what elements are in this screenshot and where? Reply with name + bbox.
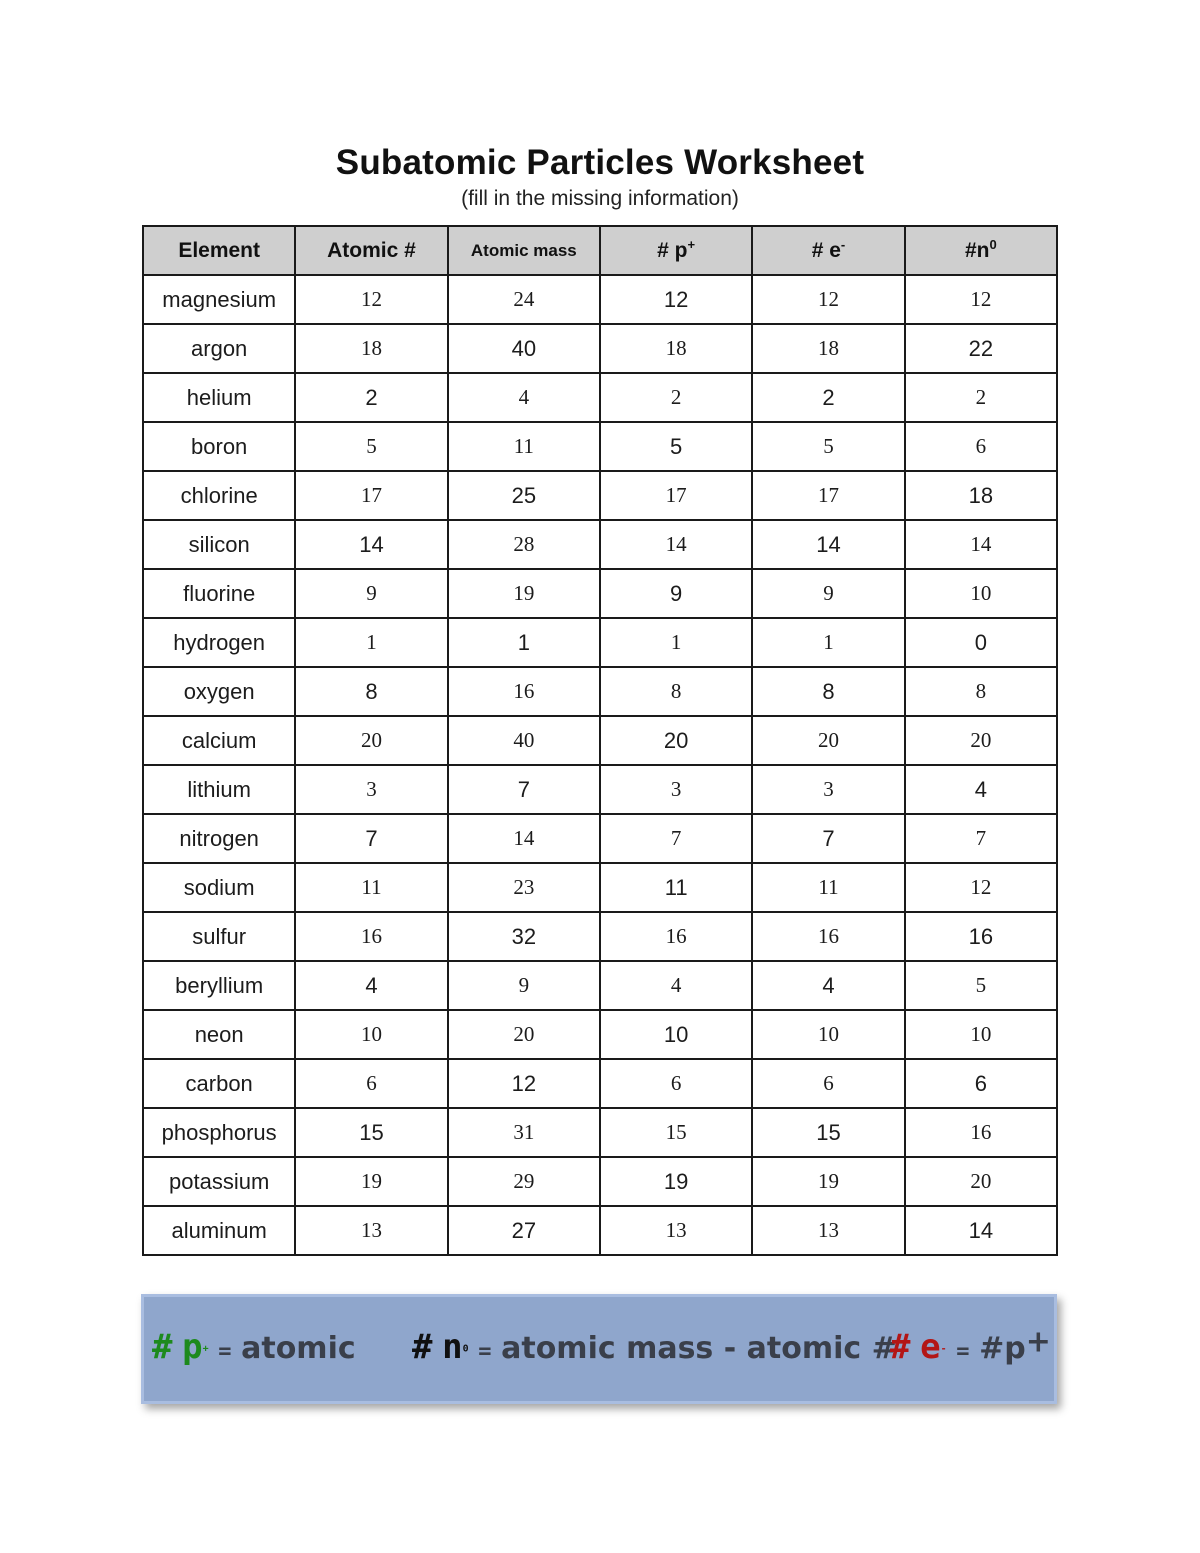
- cell-electrons: 4: [752, 961, 904, 1010]
- table-row: [143, 618, 1057, 667]
- cell-protons: 9: [600, 569, 752, 618]
- cell-atomic-mass: 23: [448, 863, 600, 912]
- cell-electrons: 1: [752, 618, 904, 667]
- page-subtitle: (fill in the missing information): [461, 187, 739, 210]
- cell-element: fluorine: [143, 569, 295, 618]
- cell-protons: 18: [600, 324, 752, 373]
- cell-atomic-number: 8: [295, 667, 447, 716]
- cell-atomic-mass: 27: [448, 1206, 600, 1255]
- cell-protons: 3: [600, 765, 752, 814]
- cell-atomic-number: 19: [295, 1157, 447, 1206]
- cell-neutrons: 5: [905, 961, 1057, 1010]
- cell-atomic-number: 4: [295, 961, 447, 1010]
- cell-atomic-mass: 40: [448, 324, 600, 373]
- cell-atomic-mass: 7: [448, 765, 600, 814]
- cell-element: nitrogen: [143, 814, 295, 863]
- cell-neutrons: 10: [905, 1010, 1057, 1059]
- cell-protons: 2: [600, 373, 752, 422]
- cell-atomic-mass: 32: [448, 912, 600, 961]
- cell-element: lithium: [143, 765, 295, 814]
- cell-neutrons: 8: [905, 667, 1057, 716]
- cell-neutrons: 18: [905, 471, 1057, 520]
- cell-element: beryllium: [143, 961, 295, 1010]
- cell-atomic-number: 16: [295, 912, 447, 961]
- cell-electrons: 19: [752, 1157, 904, 1206]
- table-row: [143, 716, 1057, 765]
- cell-electrons: 18: [752, 324, 904, 373]
- table-row: [143, 1108, 1057, 1157]
- cell-atomic-number: 7: [295, 814, 447, 863]
- cell-protons: 6: [600, 1059, 752, 1108]
- cell-electrons: 6: [752, 1059, 904, 1108]
- header-atomic-number: Atomic #: [295, 226, 447, 275]
- cell-neutrons: 14: [905, 520, 1057, 569]
- page-title: Subatomic Particles Worksheet: [335, 143, 865, 182]
- table-row: [143, 863, 1057, 912]
- cell-neutrons: 6: [905, 1059, 1057, 1108]
- cell-atomic-mass: 19: [448, 569, 600, 618]
- table-row: [143, 1157, 1057, 1206]
- cell-protons: 20: [600, 716, 752, 765]
- header-atomic-mass: Atomic mass: [448, 226, 600, 275]
- cell-protons: 7: [600, 814, 752, 863]
- cell-atomic-mass: 31: [448, 1108, 600, 1157]
- table-body: [143, 275, 1057, 1255]
- cell-atomic-number: 12: [295, 275, 447, 324]
- cell-element: neon: [143, 1010, 295, 1059]
- table-row: [143, 814, 1057, 863]
- cell-protons: 5: [600, 422, 752, 471]
- cell-element: silicon: [143, 520, 295, 569]
- cell-electrons: 16: [752, 912, 904, 961]
- cell-electrons: 13: [752, 1206, 904, 1255]
- cell-neutrons: 0: [905, 618, 1057, 667]
- cell-electrons: 12: [752, 275, 904, 324]
- worksheet-table: [142, 225, 1058, 1256]
- cell-atomic-number: 17: [295, 471, 447, 520]
- cell-neutrons: 6: [905, 422, 1057, 471]
- table-row: [143, 275, 1057, 324]
- cell-electrons: 7: [752, 814, 904, 863]
- table-row: [143, 1059, 1057, 1108]
- cell-atomic-number: 14: [295, 520, 447, 569]
- cell-element: helium: [143, 373, 295, 422]
- cell-element: argon: [143, 324, 295, 373]
- cell-atomic-number: 5: [295, 422, 447, 471]
- cell-electrons: 10: [752, 1010, 904, 1059]
- table-row: [143, 520, 1057, 569]
- cell-electrons: 8: [752, 667, 904, 716]
- cell-electrons: 17: [752, 471, 904, 520]
- cell-atomic-mass: 24: [448, 275, 600, 324]
- cell-atomic-mass: 25: [448, 471, 600, 520]
- cell-atomic-mass: 12: [448, 1059, 600, 1108]
- table-row: [143, 422, 1057, 471]
- cell-protons: 15: [600, 1108, 752, 1157]
- cell-protons: 13: [600, 1206, 752, 1255]
- cell-element: aluminum: [143, 1206, 295, 1255]
- cell-atomic-mass: 20: [448, 1010, 600, 1059]
- cell-neutrons: 20: [905, 1157, 1057, 1206]
- cell-protons: 11: [600, 863, 752, 912]
- cell-atomic-number: 2: [295, 373, 447, 422]
- cell-atomic-number: 9: [295, 569, 447, 618]
- legend-electrons: # e- = #p+: [890, 1324, 1051, 1367]
- cell-atomic-number: 6: [295, 1059, 447, 1108]
- cell-neutrons: 22: [905, 324, 1057, 373]
- cell-neutrons: 14: [905, 1206, 1057, 1255]
- cell-atomic-number: 10: [295, 1010, 447, 1059]
- cell-protons: 10: [600, 1010, 752, 1059]
- table-row: [143, 961, 1057, 1010]
- cell-neutrons: 12: [905, 275, 1057, 324]
- table-row: [143, 765, 1057, 814]
- cell-element: sulfur: [143, 912, 295, 961]
- cell-electrons: 2: [752, 373, 904, 422]
- cell-neutrons: 16: [905, 1108, 1057, 1157]
- table-row: [143, 667, 1057, 716]
- cell-electrons: 20: [752, 716, 904, 765]
- formula-legend-box: [141, 1294, 1057, 1404]
- table-row: [143, 1206, 1057, 1255]
- cell-neutrons: 7: [905, 814, 1057, 863]
- cell-element: oxygen: [143, 667, 295, 716]
- table-row: [143, 373, 1057, 422]
- cell-protons: 12: [600, 275, 752, 324]
- header-neutrons: $\#n^0$: [905, 226, 1057, 275]
- cell-neutrons: 10: [905, 569, 1057, 618]
- cell-electrons: 5: [752, 422, 904, 471]
- cell-neutrons: 2: [905, 373, 1057, 422]
- cell-neutrons: 4: [905, 765, 1057, 814]
- cell-atomic-mass: 28: [448, 520, 600, 569]
- cell-element: phosphorus: [143, 1108, 295, 1157]
- cell-atomic-number: 13: [295, 1206, 447, 1255]
- cell-element: potassium: [143, 1157, 295, 1206]
- legend-protons: # p+ = atomic: [152, 1327, 356, 1367]
- cell-protons: 14: [600, 520, 752, 569]
- cell-atomic-mass: 1: [448, 618, 600, 667]
- table-row: [143, 471, 1057, 520]
- header-row: [143, 226, 1057, 275]
- header-electrons: # e-: [752, 226, 904, 275]
- cell-protons: 16: [600, 912, 752, 961]
- table-row: [143, 324, 1057, 373]
- cell-protons: 17: [600, 471, 752, 520]
- cell-neutrons: 12: [905, 863, 1057, 912]
- cell-atomic-number: 18: [295, 324, 447, 373]
- cell-neutrons: 20: [905, 716, 1057, 765]
- legend-neutrons: # $n^0$ = atomic mass - atomic #: [412, 1327, 897, 1367]
- cell-element: sodium: [143, 863, 295, 912]
- cell-atomic-mass: 4: [448, 373, 600, 422]
- cell-element: calcium: [143, 716, 295, 765]
- cell-protons: 1: [600, 618, 752, 667]
- cell-atomic-mass: 29: [448, 1157, 600, 1206]
- cell-atomic-mass: 11: [448, 422, 600, 471]
- cell-atomic-number: 20: [295, 716, 447, 765]
- cell-protons: 8: [600, 667, 752, 716]
- table-row: [143, 912, 1057, 961]
- cell-atomic-number: 11: [295, 863, 447, 912]
- cell-element: chlorine: [143, 471, 295, 520]
- header-element: Element: [143, 226, 295, 275]
- cell-electrons: 15: [752, 1108, 904, 1157]
- table-row: [143, 1010, 1057, 1059]
- cell-element: carbon: [143, 1059, 295, 1108]
- cell-element: hydrogen: [143, 618, 295, 667]
- cell-atomic-mass: 16: [448, 667, 600, 716]
- cell-atomic-mass: 40: [448, 716, 600, 765]
- cell-atomic-number: 3: [295, 765, 447, 814]
- table-row: [143, 569, 1057, 618]
- cell-electrons: 11: [752, 863, 904, 912]
- cell-electrons: 14: [752, 520, 904, 569]
- cell-element: magnesium: [143, 275, 295, 324]
- cell-atomic-mass: 9: [448, 961, 600, 1010]
- cell-electrons: 9: [752, 569, 904, 618]
- cell-atomic-mass: 14: [448, 814, 600, 863]
- header-protons: # p+: [600, 226, 752, 275]
- cell-atomic-number: 1: [295, 618, 447, 667]
- cell-electrons: 3: [752, 765, 904, 814]
- cell-element: boron: [143, 422, 295, 471]
- cell-protons: 19: [600, 1157, 752, 1206]
- cell-protons: 4: [600, 961, 752, 1010]
- cell-neutrons: 16: [905, 912, 1057, 961]
- cell-atomic-number: 15: [295, 1108, 447, 1157]
